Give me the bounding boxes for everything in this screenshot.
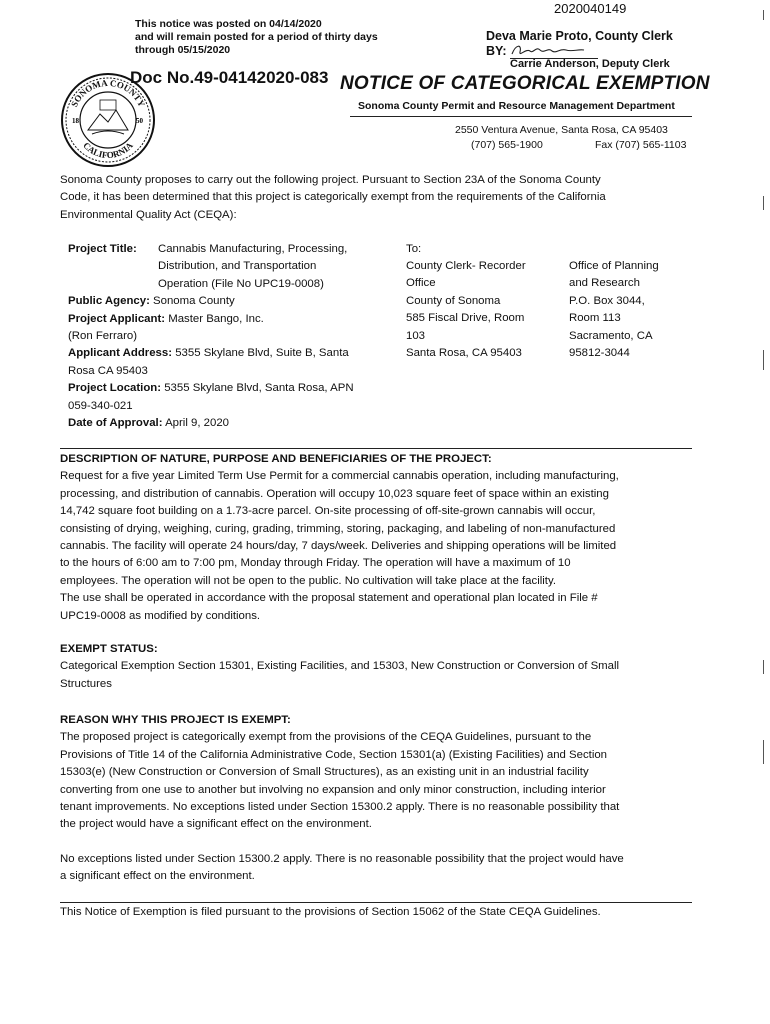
recipient-line: Room 113 bbox=[569, 312, 621, 325]
reason-line: The proposed project is categorically exempt from the provisions of the CEQA Guidelines, pursuant to the bbox=[60, 731, 592, 744]
exempt-status-heading: EXEMPT STATUS: bbox=[60, 643, 158, 655]
scan-mark bbox=[763, 740, 764, 764]
exempt-status-line: Categorical Exemption Section 15301, Existing Facilities, and 15303, New Construction or Conversion of Small bbox=[60, 660, 620, 673]
description-line: consisting of drying, weighing, curing, grading, trimming, storing, packaging, and labeling of non-manufactured bbox=[60, 522, 616, 535]
recipient-line: P.O. Box 3044, bbox=[569, 294, 645, 307]
recipient-line: Sacramento, CA bbox=[569, 329, 653, 342]
posted-notice bbox=[135, 18, 378, 57]
posted-line-3: through 05/15/2020 bbox=[135, 44, 231, 56]
posted-line-1: This notice was posted on 04/14/2020 bbox=[135, 18, 322, 30]
department-name: Sonoma County Permit and Resource Management Department bbox=[358, 100, 675, 112]
description-line: 14,742 square foot building on a 1.73-acre parcel. On-site processing of off-site-grown cannabis will occur, bbox=[60, 505, 596, 518]
footer-rule bbox=[60, 902, 692, 903]
applicant-label: Project Applicant: bbox=[68, 312, 166, 325]
seal-top-text: SONOMA COUNTY bbox=[69, 77, 147, 109]
recipient-line: 585 Fiscal Drive, Room bbox=[406, 312, 525, 325]
location-line: 059-340-021 bbox=[68, 399, 133, 412]
exempt-status-section bbox=[60, 641, 700, 693]
intro-line: Sonoma County proposes to carry out the following project. Pursuant to Section 23A of the Sonoma County bbox=[60, 174, 601, 186]
reason-line: converting from one use to another but involving no expansion and only minor construction, including interior bbox=[60, 783, 606, 796]
recipient-line: Office bbox=[406, 277, 436, 290]
applicant-contact: (Ron Ferraro) bbox=[68, 330, 137, 343]
seal-year-left: 18 bbox=[72, 117, 79, 125]
reason-line: Provisions of Title 14 of the California Administrative Code, Section 15301(a) (Existing Facilities) and Section bbox=[60, 748, 608, 761]
seal-bottom-text: CALIFORNIA bbox=[81, 140, 135, 161]
exempt-status-line: Structures bbox=[60, 677, 112, 690]
project-info bbox=[68, 241, 398, 432]
to-label: To: bbox=[406, 243, 422, 255]
recipient-line: County of Sonoma bbox=[406, 294, 501, 307]
description-line: employees. The operation will not be open to the public. No cultivation will take place at the facility. bbox=[60, 574, 556, 587]
description-line: UPC19-0008 as modified by conditions. bbox=[60, 609, 261, 622]
document-number: Doc No.49-04142020-083 bbox=[130, 68, 329, 87]
location-line: 5355 Skylane Blvd, Santa Rosa, APN bbox=[164, 382, 354, 395]
project-title-line: Cannabis Manufacturing, Processing, bbox=[158, 243, 348, 255]
applicant-address-line: Rosa CA 95403 bbox=[68, 364, 148, 377]
header-rule bbox=[350, 116, 692, 117]
scan-mark bbox=[763, 10, 764, 20]
project-title-line: Operation (File No UPC19-0008) bbox=[158, 277, 324, 290]
reason-line: tenant improvements. No exceptions listed under Section 15300.2 apply. There is no reasonable possibility that bbox=[60, 801, 620, 814]
county-clerk-name: Deva Marie Proto, County Clerk bbox=[486, 29, 673, 43]
intro-paragraph bbox=[60, 172, 606, 224]
applicant-value: Master Bango, Inc. bbox=[168, 312, 264, 325]
reason-section bbox=[60, 712, 700, 834]
recipients bbox=[406, 241, 421, 258]
project-title-line: Distribution, and Transportation bbox=[158, 260, 317, 273]
department-phone: (707) 565-1900 bbox=[471, 139, 543, 151]
notice-title: NOTICE OF CATEGORICAL EXEMPTION bbox=[340, 73, 710, 94]
scan-mark bbox=[763, 350, 764, 370]
applicant-address-label: Applicant Address: bbox=[68, 347, 173, 360]
footer-statement: This Notice of Exemption is filed pursuant to the provisions of Section 15062 of the State CEQA Guidelines. bbox=[60, 906, 601, 918]
posted-line-2: and will remain posted for a period of thirty days bbox=[135, 31, 378, 43]
approval-date: April 9, 2020 bbox=[165, 417, 230, 430]
recipient-line: Office of Planning bbox=[569, 260, 659, 272]
reason-heading: REASON WHY THIS PROJECT IS EXEMPT: bbox=[60, 714, 291, 726]
description-section bbox=[60, 451, 700, 625]
location-label: Project Location: bbox=[68, 382, 162, 395]
filing-number: 2020040149 bbox=[554, 1, 627, 16]
reason-extra-line: No exceptions listed under Section 15300.2 apply. There is no reasonable possibility that the project would have bbox=[60, 853, 624, 865]
agency-label: Public Agency: bbox=[68, 295, 150, 308]
reason-extra bbox=[60, 851, 700, 886]
section-rule bbox=[60, 448, 692, 449]
reason-extra-line: a significant effect on the environment. bbox=[60, 870, 255, 883]
intro-line: Environmental Quality Act (CEQA): bbox=[60, 208, 237, 221]
recipient-line: 103 bbox=[406, 329, 426, 342]
deputy-clerk: Carrie Anderson, Deputy Clerk bbox=[510, 58, 670, 70]
reason-line: the project would have a significant effect on the environment. bbox=[60, 818, 372, 831]
description-line: cannabis. The facility will operate 24 hours/day, 7 days/week. Deliveries and shipping operations will be limited bbox=[60, 540, 617, 553]
recipient-line: County Clerk- Recorder bbox=[406, 260, 526, 272]
recipient-line: and Research bbox=[569, 277, 640, 290]
agency-value: Sonoma County bbox=[153, 295, 235, 308]
description-line: to the hours of 6:00 am to 7:00 pm, Monday through Friday. The operation will have a maximum of 10 bbox=[60, 557, 571, 570]
scan-mark bbox=[763, 196, 764, 210]
applicant-address-line: 5355 Skylane Blvd, Suite B, Santa bbox=[175, 347, 349, 360]
description-line: Request for a five year Limited Term Use Permit for a commercial cannabis operation, including manufacturing, bbox=[60, 470, 619, 483]
by-label: BY: bbox=[486, 44, 507, 58]
description-line: The use shall be operated in accordance with the proposal statement and operational plan located in File # bbox=[60, 592, 598, 605]
reason-line: 15303(e) (New Construction or Conversion of Small Structures), as an existing unit in an industrial facility bbox=[60, 766, 589, 779]
description-heading: DESCRIPTION OF NATURE, PURPOSE AND BENEFICIARIES OF THE PROJECT: bbox=[60, 453, 492, 465]
recipient-line: 95812-3044 bbox=[569, 347, 630, 360]
department-fax: Fax (707) 565-1103 bbox=[595, 139, 687, 151]
department-address: 2550 Ventura Avenue, Santa Rosa, CA 95403 bbox=[455, 124, 668, 136]
project-title-label: Project Title: bbox=[68, 243, 137, 255]
project-title bbox=[158, 241, 347, 293]
county-clerk-recipient bbox=[406, 258, 526, 362]
intro-line: Code, it has been determined that this project is categorically exempt from the requirements of the California bbox=[60, 191, 606, 204]
approval-label: Date of Approval: bbox=[68, 417, 163, 430]
recipient-line: Santa Rosa, CA 95403 bbox=[406, 347, 522, 360]
description-line: processing, and distribution of cannabis. Operation will occupy 10,023 square feet of space within an existing bbox=[60, 487, 609, 500]
scan-mark bbox=[763, 660, 764, 674]
seal-year-right: 50 bbox=[136, 117, 143, 125]
opr-recipient bbox=[569, 258, 659, 362]
